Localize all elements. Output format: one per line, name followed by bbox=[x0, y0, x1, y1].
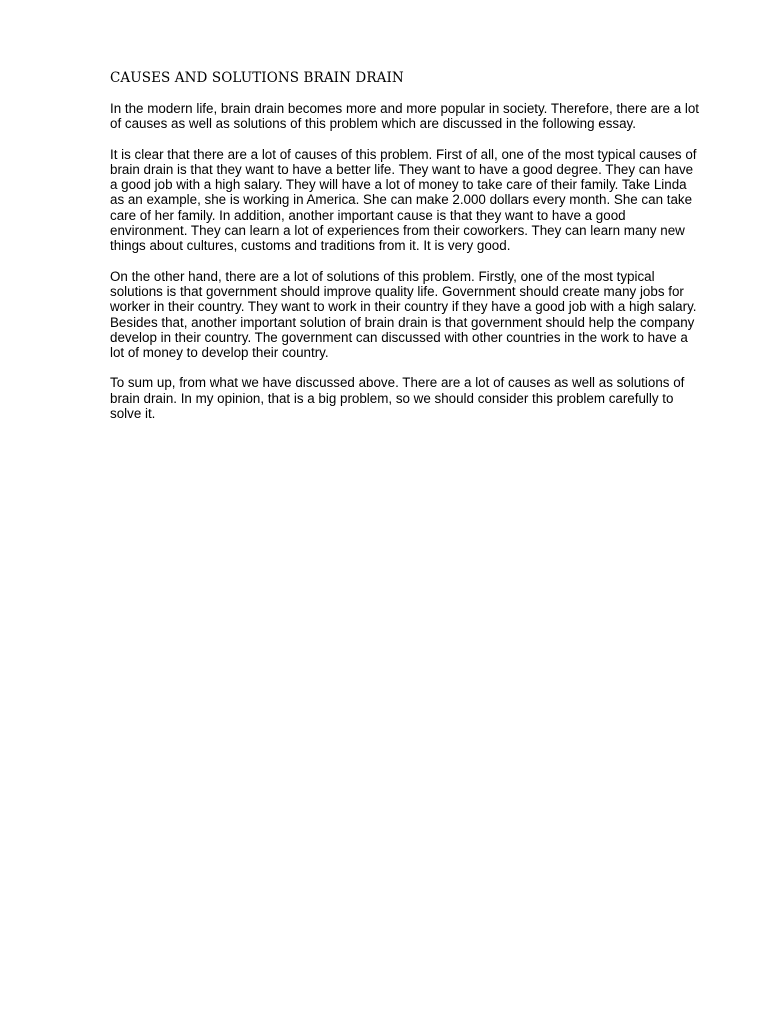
document-body bbox=[110, 69, 700, 436]
paragraph-causes: It is clear that there are a lot of causes of this problem. First of all, one of the most typical causes of brain drain is that they want to have a better life. They want to have a good degree. They can have a good job with a high salary. They will have a lot of money to take care of their family. Take Linda as an example, she is working in America. She can make 2.000 dollars every month. She can take care of her family. In addition, another important cause is that they want to have a good environment. They can learn a lot of experiences from their coworkers. They can learn many new things about cultures, customs and traditions from it. It is very good. bbox=[110, 146, 697, 254]
paragraph-solutions: On the other hand, there are a lot of solutions of this problem. Firstly, one of the most typical solutions is that government should improve quality life. Government should create many jobs for worker in their country. They want to work in their country if they have a good job with a high salary. Besides that, another important solution of brain drain is that government should help the company develop in their country. The government can discussed with other countries in the work to have a lot of money to develop their country. bbox=[110, 268, 697, 361]
document-title: CAUSES AND SOLUTIONS BRAIN DRAIN bbox=[110, 70, 404, 86]
paragraph-conclusion: To sum up, from what we have discussed above. There are a lot of causes as well as solutions of brain drain. In my opinion, that is a big problem, so we should consider this problem carefully to solve it. bbox=[110, 375, 685, 422]
paragraph-introduction: In the modern life, brain drain becomes more and more popular in society. Therefore, there are a lot of causes as well as solutions of this problem which are discussed in the following essay. bbox=[110, 101, 700, 132]
